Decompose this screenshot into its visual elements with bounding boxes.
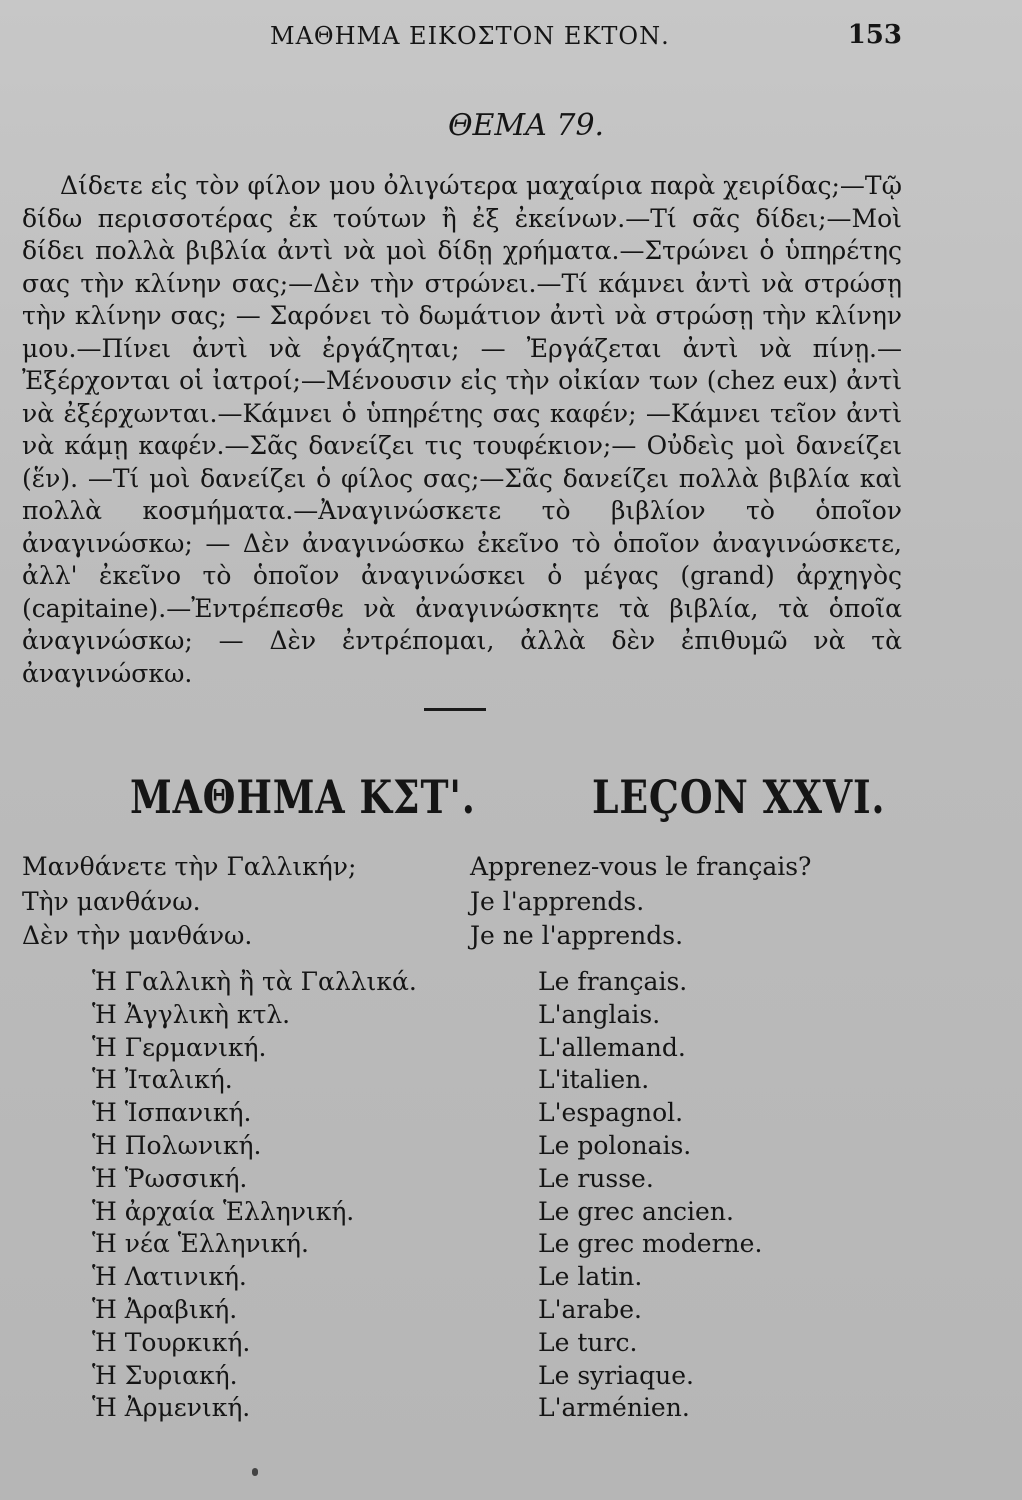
french-vocab-item: L'arabe. bbox=[538, 1294, 642, 1324]
greek-vocab-item: Ἡ Τουρκική. bbox=[92, 1327, 251, 1357]
french-vocab-item: Le russe. bbox=[538, 1163, 654, 1193]
french-vocab-item: Le turc. bbox=[538, 1327, 638, 1357]
greek-vocabulary-list bbox=[92, 966, 417, 1425]
greek-vocab-item: Ἡ Συριακή. bbox=[92, 1360, 238, 1390]
greek-sentence: Μανθάνετε τὴν Γαλλικήν; bbox=[22, 852, 357, 881]
greek-vocab-item: Ἡ Ἀρμενική. bbox=[92, 1393, 251, 1423]
greek-sentence: Τὴν μανθάνω. bbox=[22, 886, 201, 916]
french-vocab-item: L'arménien. bbox=[538, 1393, 690, 1423]
french-vocab-item: Le latin. bbox=[538, 1262, 643, 1292]
french-sentence: Apprenez-vous le français? bbox=[470, 852, 812, 881]
greek-vocab-item: Ἡ Γαλλικὴ ἢ τὰ Γαλλικά. bbox=[92, 967, 417, 996]
greek-vocab-item: Ἡ Πολωνική. bbox=[92, 1130, 262, 1160]
greek-vocab-item: Ἡ νέα Ἑλληνική. bbox=[92, 1229, 309, 1259]
greek-vocab-item: Ἡ Γερμανική. bbox=[92, 1032, 267, 1062]
french-vocab-item: L'espagnol. bbox=[538, 1098, 684, 1128]
french-vocab-item: L'anglais. bbox=[538, 999, 661, 1029]
lesson-heading-greek: ΜΑΘΗΜΑ ΚΣΤ'. bbox=[130, 770, 476, 824]
greek-vocab-item: Ἡ Λατινική. bbox=[92, 1262, 247, 1292]
french-vocab-item: L'italien. bbox=[538, 1065, 650, 1095]
lesson-heading-french: LEÇON XXVI. bbox=[592, 770, 886, 824]
french-vocabulary-list bbox=[538, 966, 762, 1425]
french-vocab-item: Le grec ancien. bbox=[538, 1196, 734, 1226]
french-vocab-item: L'allemand. bbox=[538, 1032, 686, 1062]
french-sentence: Je ne l'apprends. bbox=[470, 921, 684, 950]
greek-vocab-item: Ἡ Ῥωσσική. bbox=[92, 1163, 248, 1193]
greek-sentences bbox=[22, 850, 356, 954]
page-number: 153 bbox=[847, 20, 902, 50]
exercise-title: ΘΕΜΑ 79. bbox=[447, 108, 605, 143]
greek-vocab-item: Ἡ ἀρχαία Ἑλληνική. bbox=[92, 1196, 355, 1226]
greek-vocab-item: Ἡ Ἱσπανική. bbox=[92, 1098, 252, 1128]
ink-speck bbox=[252, 1468, 258, 1476]
exercise-text: Δίδετε εἰς τὸν φίλον μου ὀλιγώτερα μαχαίρια παρὰ χειρίδας;—Τῷ δίδω περισσοτέρας ἐκ τούτων ἢ ἐξ ἐκείνων.—Τί σᾶς δίδει;—Μοὶ δίδει πολλὰ βιβλία ἀντὶ νὰ μοὶ δίδῃ χρήματα.—Στρώνει ὁ ὑπηρέτης σας τὴν κλίνην σας;—Δὲν τὴν στρώνει.—Τί κάμνει ἀντὶ νὰ στρώσῃ τὴν κλίνην σας; — Σαρόνει τὸ δωμάτιον ἀντὶ νὰ στρώσῃ τὴν κλίνην μου.—Πίνει ἀντὶ νὰ ἐργάζηται; — Ἐργάζεται ἀντὶ νὰ πίνῃ.—Ἐξέρχονται οἱ ἰατροί;—Μένουσιν εἰς τὴν οἰκίαν των (chez eux) ἀντὶ νὰ ἐξέρχωνται.—Κάμνει ὁ ὑπηρέτης σας καφέν; —Κάμνει τεῖον ἀντὶ νὰ κάμῃ καφέν.—Σᾶς δανείζει τις τουφέκιον;— Οὐδεὶς μοὶ δανείζει (ἕν). —Τί μοὶ δανείζει ὁ φίλος σας;—Σᾶς δανείζει πολλὰ βιβλία καὶ πολλὰ κοσμήματα.—Ἀναγινώσκετε τὸ βιβλίον τὸ ὁποῖον ἀναγινώσκω; — Δὲν ἀναγινώσκω ἐκεῖνο τὸ ὁποῖον ἀναγινώσκετε, ἀλλ' ἐκεῖνο τὸ ὁποῖον ἀναγινώσκει ὁ μέγας (grand) ἀρχηγὸς (capitaine).—Ἐντρέπεσθε νὰ ἀναγινώσκητε τὰ βιβλία, τὰ ὁποῖα ἀναγινώσκω; — Δὲν ἐντρέπομαι, ἀλλὰ δὲν ἐπιθυμῶ νὰ τὰ ἀναγινώσκω. bbox=[22, 171, 902, 688]
greek-vocab-item: Ἡ Ἀραβική. bbox=[92, 1294, 238, 1324]
french-vocab-item: Le polonais. bbox=[538, 1130, 692, 1160]
french-sentence: Je l'apprends. bbox=[470, 886, 645, 916]
greek-vocab-item: Ἡ Ἀγγλικὴ κτλ. bbox=[92, 999, 291, 1029]
french-sentences bbox=[470, 850, 811, 954]
french-vocab-item: Le grec moderne. bbox=[538, 1229, 763, 1259]
running-title: ΜΑΘΗΜΑ ΕΙΚΟΣΤΟΝ ΕΚΤΟΝ. bbox=[270, 22, 670, 50]
greek-vocab-item: Ἡ Ἰταλική. bbox=[92, 1065, 233, 1095]
greek-sentence: Δὲν τὴν μανθάνω. bbox=[22, 921, 253, 950]
french-vocab-item: Le français. bbox=[538, 967, 688, 996]
french-vocab-item: Le syriaque. bbox=[538, 1360, 694, 1390]
section-divider bbox=[424, 708, 486, 711]
